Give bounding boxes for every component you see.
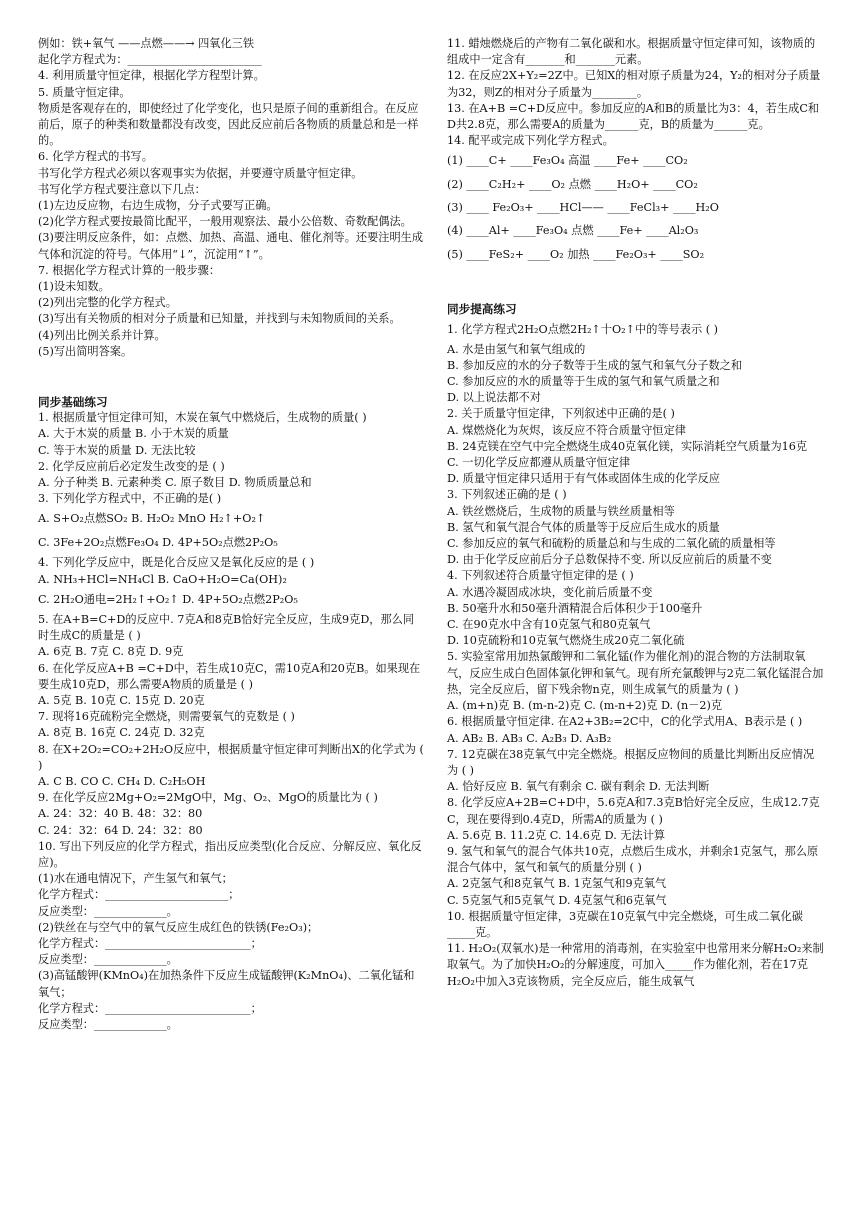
option: D. 质量守恒定律只适用于有气体或固体生成的化学反应 (447, 472, 720, 486)
question: 5. 在A+B=C+D的反应中. 7克A和8克B恰好完全反应，生成9克D，那么同时生成C的质量是 ( ) (38, 612, 415, 643)
sub-question: (1)水在通电情况下，产生氢气和氧气； (38, 872, 233, 886)
point-7-title: 7. 根据化学方程式计算的一般步骤： (38, 263, 221, 277)
equation-option-line: C. 3Fe+2O₂点燃Fe₃O₄ D. 4P+5O₂点燃2P₂O₅ (38, 536, 278, 550)
point-6-title: 6. 化学方程式的书写。 (38, 150, 153, 164)
question: 4. 下列叙述符合质量守恒定律的是 ( ) (447, 569, 634, 583)
question: 1. 根据质量守恒定律可知，木炭在氧气中燃烧后，生成物的质量( ) (38, 411, 367, 425)
option-line: A. (m+n)克 B. (m-n-2)克 C. (m-n+2)克 D. (n－2)克 (447, 699, 723, 713)
question: 9. 氢气和氧气的混合气体共10克，点燃后生成水，并剩余1克氢气，那么原混合气体中，氢气和氧气的质量分别 ( ) (447, 844, 819, 875)
question: 10. 根据质量守恒定律，3克碳在10克氧气中完全燃烧，可生成二氧化碳_____克。 (447, 909, 803, 939)
option: C. 参加反应的氧气和硫粉的质量总和与生成的二氧化硫的质量相等 (447, 537, 776, 551)
right-column (447, 36, 825, 990)
fill-in-questions (447, 36, 825, 149)
option-line: A. C B. CO C. CH₄ D. C₂H₅OH (38, 774, 206, 788)
rule-1: (1)左边反应物，右边生成物，分子式要写正确。 (38, 199, 278, 213)
left-column (38, 36, 424, 1033)
intro-block (38, 36, 424, 360)
option: B. 氢气和氧气混合气体的质量等于反应后生成水的质量 (447, 520, 720, 534)
basic-questions (38, 410, 424, 1033)
question: 5. 实验室常用加热氯酸钾和二氧化锰(作为催化剂)的混合物的方法制取氧气，反应生成白色固体氯化钾和氧气。现有所充氯酸钾与2克二氧化锰混合加热，完全反应后，留下残余物n克，则生成氧气的质量为 ( ) (447, 650, 824, 696)
answer-blank: 化学方程式：______________________； (38, 888, 240, 902)
option: A. 铁丝燃烧后，生成物的质量与铁丝质量相等 (447, 504, 675, 518)
point-5-title: 5. 质量守恒定律。 (38, 85, 131, 99)
option: D. 10克硫粉和10克氧气燃烧生成20克二氧化硫 (447, 634, 685, 648)
question: 9. 在化学反应2Mg+O₂=2MgO中，Mg、O₂、MgO的质量比为 ( ) (38, 791, 378, 805)
question: 10. 写出下列反应的化学方程式，指出反应类型(化合反应、分解反应、氧化反应)。 (38, 839, 422, 869)
balance-equations (447, 149, 825, 267)
step-5: (5)写出简明答案。 (38, 344, 133, 358)
option: A. 煤燃烧化为灰烬，该反应不符合质量守恒定律 (447, 423, 686, 437)
rule-3: (3)要注明反应条件，如：点燃、加热、高温、通电、催化剂等。还要注明生成气体和沉淀的符号。气体用“↓”，沉淀用“↑”。 (38, 231, 424, 261)
question: 11. 蜡烛燃烧后的产物有二氧化碳和水。根据质量守恒定律可知，该物质的组成中一定含有_______和_______元素。 (447, 37, 816, 67)
equation-line: (3) ____ Fe₂O₃+ ____HCl—— ____FeCl₃+ ____H₂O (447, 201, 719, 215)
option: C. 在90克水中含有10克氢气和80克氧气 (447, 618, 651, 632)
option-line: A. 5.6克 B. 11.2克 C. 14.6克 D. 无法计算 (447, 828, 666, 842)
option-line: C. 5克氢气和5克氧气 D. 4克氢气和6克氧气 (447, 893, 667, 907)
advanced-practice-title: 同步提高练习 (447, 302, 517, 317)
question: 13. 在A+B =C+D反应中。参加反应的A和B的质量比为3：4，若生成C和D共2.8克，那么需要A的质量为______克，B的质量为______克。 (447, 101, 820, 132)
equation-blank-line: 起化学方程式为：________________________ (38, 53, 262, 67)
equation-line: (2) ____C₂H₂+ ____O₂ 点燃 ____H₂O+ ____CO₂ (447, 178, 698, 192)
question: 3. 下列化学方程式中，不正确的是( ) (38, 492, 222, 506)
option: B. 参加反应的水的分子数等于生成的氢气和氧气分子数之和 (447, 358, 743, 372)
option: D. 由于化学反应前后分子总数保持不变. 所以反应前后的质量不变 (447, 553, 772, 567)
advanced-questions (447, 318, 825, 990)
option: B. 50毫升水和50毫升酒精混合后体积少于100毫升 (447, 601, 703, 615)
point-5-text: 物质是客观存在的，即使经过了化学变化，也只是原子间的重新组合。在反应前后，原子的种类和数量都没有改变，因此反应前后各物质的质量总和是一样的。 (38, 101, 419, 148)
point-6-note: 书写化学方程式要注意以下几点： (38, 182, 206, 196)
sub-question: (2)铁丝在与空气中的氧气反应生成红色的铁锈(Fe₂O₃)； (38, 920, 319, 934)
question: 4. 下列化学反应中，既是化合反应又是氧化反应的是 ( ) (38, 556, 315, 570)
question: 12. 在反应2X+Y₂=2Z中。已知X的相对原子质量为24，Y₂的相对分子质量为32，则Z的相对分子质量为________。 (447, 69, 821, 99)
equation-line: (1) ____C+ ____Fe₃O₄ 高温 ____Fe+ ____CO₂ (447, 154, 688, 168)
answer-blank: 化学方程式：__________________________； (38, 1001, 262, 1015)
equation-option-line: C. 2H₂O通电=2H₂↑+O₂↑ D. 4P+5O₂点燃2P₂O₅ (38, 592, 298, 606)
option-line: A. AB₂ B. AB₃ C. A₂B₃ D. A₃B₂ (447, 731, 612, 745)
option-line: A. 2克氢气和8克氧气 B. 1克氢气和9克氧气 (447, 877, 667, 891)
option: D. 以上说法都不对 (447, 391, 541, 405)
option-line: A. 分子种类 B. 元素种类 C. 原子数目 D. 物质质量总和 (38, 476, 312, 490)
question: 2. 化学反应前后必定发生改变的是 ( ) (38, 459, 225, 473)
question: 6. 在化学反应A+B =C+D中，若生成10克C，需10克A和20克B。如果现在要生成10克D，那么需要A物质的质量是 ( ) (38, 661, 421, 691)
option: B. 24克镁在空气中完全燃烧生成40克氧化镁，实际消耗空气质量为16克 (447, 439, 808, 453)
question: 2. 关于质量守恒定律，下列叙述中正确的是( ) (447, 407, 675, 421)
point-6-text: 书写化学方程式必须以客观事实为依据，并要遵守质量守恒定律。 (38, 166, 363, 180)
answer-blank: 反应类型：_____________。 (38, 1017, 178, 1031)
option-line: C. 24：32：64 D. 24：32：80 (38, 823, 203, 837)
option: C. 参加反应的水的质量等于生成的氢气和氧气质量之和 (447, 375, 720, 389)
option-line: A. 24：32：40 B. 48：32：80 (38, 807, 203, 821)
option-line: A. NH₃+HCl=NH₄Cl B. CaO+H₂O=Ca(OH)₂ (38, 572, 287, 586)
question: 7. 现将16克硫粉完全燃烧，则需要氧气的克数是 ( ) (38, 710, 295, 724)
option-line: A. 恰好反应 B. 氧气有剩余 C. 碳有剩余 D. 无法判断 (447, 780, 710, 794)
option-line: A. 6克 B. 7克 C. 8克 D. 9克 (38, 645, 184, 659)
answer-blank: 反应类型：_____________。 (38, 904, 178, 918)
equation-line: (5) ____FeS₂+ ____O₂ 加热 ____Fe₂O₃+ ____SO₂ (447, 248, 705, 262)
sub-question: (3)高锰酸钾(KMnO₄)在加热条件下反应生成锰酸钾(K₂MnO₄)、二氧化锰和氧气； (38, 969, 415, 999)
question: 6. 根据质量守恒定律. 在A2+3B₂=2C中，C的化学式用A、B表示是 ( ) (447, 715, 803, 729)
question: 11. H₂O₂(双氧水)是一种常用的消毒剂，在实验室中也常用来分解H₂O₂来制取氧气。为了加快H₂O₂的分解速度，可加入_____作为催化剂，若在17克H₂O₂中加入3克该物质，完全反应后，能生成氧气 (447, 942, 824, 988)
question: 14. 配平或完成下列化学方程式。 (447, 134, 614, 148)
step-3: (3)写出有关物质的相对分子质量和已知量，并找到与未知物质间的关系。 (38, 312, 401, 326)
option-line: A. 8克 B. 16克 C. 24克 D. 32克 (38, 726, 205, 740)
equation-line: (4) ____Al+ ____Fe₃O₄ 点燃 ____Fe+ ____Al₂O₃ (447, 224, 699, 238)
rule-2: (2)化学方程式要按最简比配平，一般用观察法、最小公倍数、奇数配偶法。 (38, 215, 412, 229)
option: A. 水是由氢气和氧气组成的 (447, 342, 586, 356)
question: 8. 化学反应A+2B=C+D中，5.6克A和7.3克B恰好完全反应，生成12.7克C，现在要得到0.4克D，所需A的质量为 ( ) (447, 796, 820, 826)
point-4: 4. 利用质量守恒定律，根据化学方程型计算。 (38, 69, 265, 83)
answer-blank: 化学方程式：__________________________； (38, 936, 262, 950)
basic-practice-title: 同步基础练习 (38, 395, 108, 410)
example-line: 例如：铁+氧气 ——点燃——→ 四氧化三铁 (38, 37, 255, 50)
question: 8. 在X+2O₂=CO₂+2H₂O反应中，根据质量守恒定律可判断出X的化学式为 ( ) (38, 742, 424, 772)
step-2: (2)列出完整的化学方程式。 (38, 296, 177, 310)
option: C. 一切化学反应都遵从质量守恒定律 (447, 456, 631, 470)
option-line: A. 5克 B. 10克 C. 15克 D. 20克 (38, 693, 205, 707)
question: 7. 12克碳在38克氧气中完全燃烧。根据反应物间的质量比判断出反应情况为 ( ) (447, 747, 815, 777)
step-4: (4)列出比例关系并计算。 (38, 328, 166, 342)
option-line: C. 等于木炭的质量 D. 无法比较 (38, 443, 196, 457)
equation-option-line: A. S+O₂点燃SO₂ B. H₂O₂ MnO H₂↑+O₂↑ (38, 512, 266, 526)
question: 3. 下列叙述正确的是 ( ) (447, 488, 567, 502)
answer-blank: 反应类型：_____________。 (38, 953, 178, 967)
step-1: (1)设未知数。 (38, 280, 110, 294)
option: A. 水遇冷凝固成冰块，变化前后质量不变 (447, 585, 653, 599)
option-line: A. 大于木炭的质量 B. 小于木炭的质量 (38, 427, 229, 441)
question: 1. 化学方程式2H₂O点燃2H₂↑十O₂↑中的等号表示 ( ) (447, 322, 718, 336)
